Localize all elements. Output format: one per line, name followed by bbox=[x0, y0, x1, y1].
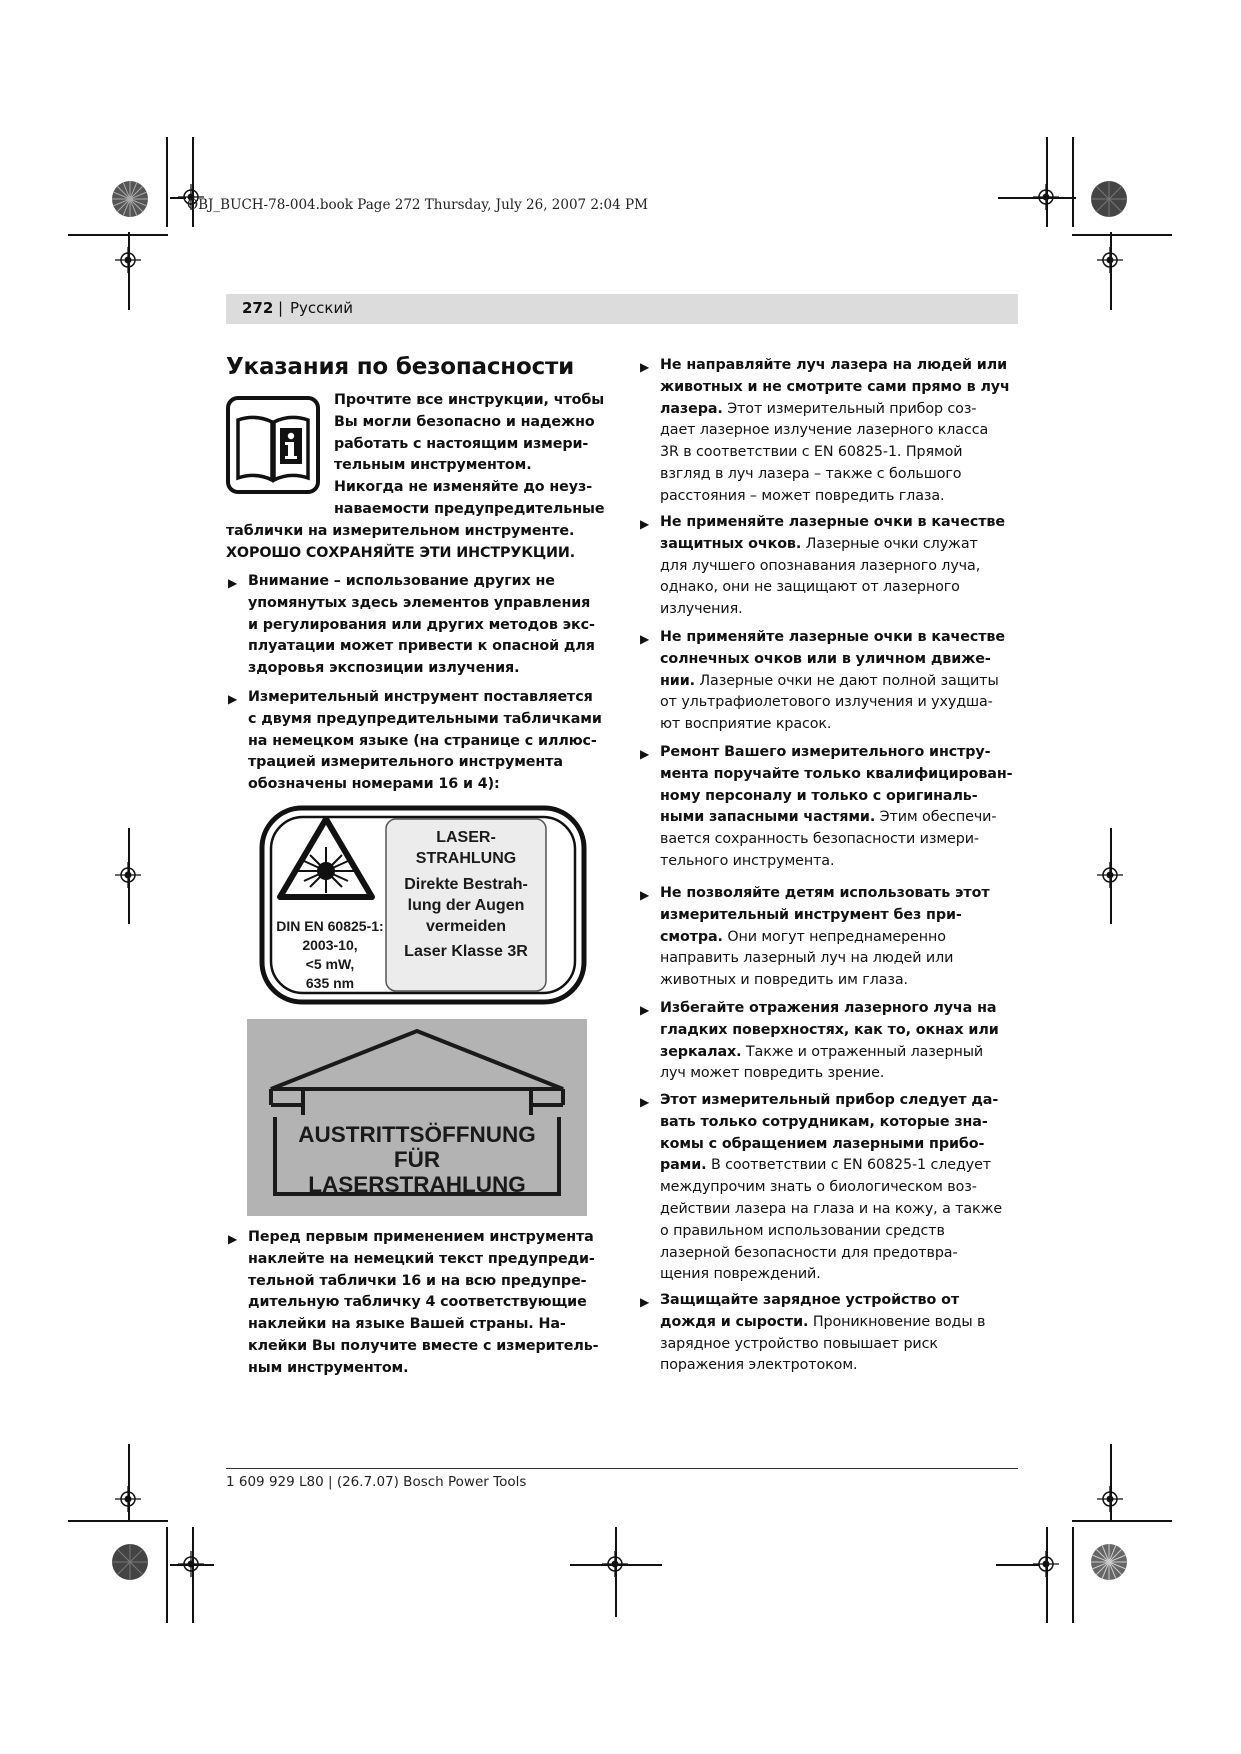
text-line bbox=[660, 599, 1022, 621]
text-line: 2003-10, bbox=[302, 937, 358, 953]
bullet-arrow-icon: ▶ bbox=[640, 360, 650, 374]
text-line bbox=[660, 742, 1022, 764]
text-line: LASER- bbox=[436, 829, 496, 846]
body-text: Этим обеспечи- bbox=[875, 809, 997, 826]
bullet-arrow-icon: ▶ bbox=[640, 1003, 650, 1017]
body-text: зарядное устройство повышает риск bbox=[660, 1335, 938, 1352]
bold-text: ному персоналу и только с оригиналь- bbox=[660, 787, 978, 804]
text-line bbox=[660, 764, 1022, 786]
text-line: <5 mW, bbox=[305, 956, 355, 972]
registration-target-icon bbox=[1097, 862, 1123, 888]
bold-text: солнечных очков или в уличном движе- bbox=[660, 650, 991, 667]
body-text: Этот измерительный прибор соз- bbox=[722, 400, 977, 417]
color-wheel-icon bbox=[111, 1543, 149, 1581]
text-line: здоровья экспозиции излучения. bbox=[248, 660, 520, 677]
text-line: Вы могли безопасно и надежно bbox=[334, 413, 595, 430]
text-line bbox=[660, 1063, 1022, 1085]
text-line: 635 nm bbox=[305, 975, 355, 991]
bold-text: Не применяйте лазерные очки в качестве bbox=[660, 514, 1005, 530]
text-line: плуатации может привести к опасной для bbox=[248, 638, 595, 655]
bold-text: гладких поверхностях, как то, окнах или bbox=[660, 1021, 999, 1038]
text-line: таблички на измерительном инструменте. bbox=[226, 523, 575, 539]
text-line: LASERSTRAHLUNG bbox=[308, 1172, 526, 1197]
text-line bbox=[660, 1312, 1022, 1334]
text-line bbox=[660, 970, 1022, 992]
color-wheel-icon bbox=[111, 180, 149, 218]
laser-radiation-text bbox=[386, 827, 546, 962]
text-line bbox=[660, 948, 1022, 970]
registration-target-icon bbox=[1097, 247, 1123, 273]
crop-line bbox=[615, 1527, 617, 1617]
bullet-arrow-icon: ▶ bbox=[640, 747, 650, 761]
text-line: ХОРОШО СОХРАНЯЙТЕ ЭТИ ИНСТРУКЦИИ. bbox=[226, 544, 576, 561]
text-line: обозначены номерами 16 и 4): bbox=[248, 776, 500, 793]
text-line bbox=[660, 1334, 1022, 1356]
body-text: поражения электротоком. bbox=[660, 1357, 858, 1374]
safety-item bbox=[248, 1227, 610, 1380]
bullet-arrow-icon: ▶ bbox=[228, 1232, 238, 1246]
safety-item bbox=[660, 627, 1022, 736]
registration-target-icon bbox=[115, 862, 141, 888]
body-text: вается сохранность безопасности измери- bbox=[660, 831, 979, 848]
text-line bbox=[660, 577, 1022, 599]
crop-line bbox=[68, 1520, 168, 1522]
bold-text: Не применяйте лазерные очки в качестве bbox=[660, 629, 1005, 645]
bullet-arrow-icon: ▶ bbox=[228, 692, 238, 706]
read-manual-icon bbox=[226, 396, 320, 494]
bold-text: Защищайте зарядное устройство от bbox=[660, 1292, 960, 1308]
safety-item bbox=[660, 355, 1022, 508]
text-line: и регулирования или других методов экс- bbox=[248, 616, 595, 633]
bold-text: Не позволяйте детям использовать этот bbox=[660, 885, 990, 901]
text-line bbox=[660, 534, 1022, 556]
text-line bbox=[660, 905, 1022, 927]
body-text: 3R в соответствии с EN 60825-1. Прямой bbox=[660, 444, 963, 461]
crop-line bbox=[1072, 137, 1074, 227]
body-text: Лазерные очки служат bbox=[801, 535, 978, 552]
text-line: Laser Klasse 3R bbox=[404, 943, 528, 960]
crop-line bbox=[1072, 1527, 1074, 1623]
text-line: DIN EN 60825-1: bbox=[276, 918, 384, 934]
text-line bbox=[660, 627, 1022, 649]
text-line: Прочтите все инструкции, чтобы bbox=[334, 392, 605, 408]
text-line bbox=[660, 1112, 1022, 1134]
safety-item bbox=[660, 742, 1022, 873]
crop-line bbox=[166, 1527, 168, 1623]
text-line: наклейки на языке Вашей страны. На- bbox=[248, 1316, 566, 1333]
text-line bbox=[660, 807, 1022, 829]
body-text: однако, они не защищают от лазерного bbox=[660, 579, 960, 596]
body-text: луч может повредить зрение. bbox=[660, 1065, 885, 1082]
color-wheel-icon bbox=[1090, 180, 1128, 218]
body-text: направить лазерный луч на людей или bbox=[660, 950, 954, 967]
body-text: междупрочим знать о биологическом воз- bbox=[660, 1179, 977, 1196]
text-line bbox=[660, 486, 1022, 508]
running-head bbox=[226, 294, 1018, 324]
body-text: излучения. bbox=[660, 601, 743, 618]
intro-text bbox=[334, 390, 624, 521]
bold-text: ными запасными частями. bbox=[660, 809, 876, 826]
text-line: тельной таблички 16 и на всю предупре- bbox=[248, 1272, 587, 1289]
page-number: 272 bbox=[242, 299, 274, 317]
body-text: Проникновение воды в bbox=[808, 1313, 986, 1330]
text-line bbox=[660, 1290, 1022, 1312]
laser-hazard-icon bbox=[276, 815, 376, 903]
text-line bbox=[660, 714, 1022, 736]
text-line: дительную табличку 4 соответствующие bbox=[248, 1294, 587, 1311]
footer-rule bbox=[226, 1468, 1018, 1469]
bullet-arrow-icon: ▶ bbox=[640, 632, 650, 646]
body-text: действии лазера на глаза и на кожу, а также bbox=[660, 1200, 1003, 1217]
body-text: расстояния – может повредить глаза. bbox=[660, 487, 945, 504]
text-line bbox=[660, 1090, 1022, 1112]
text-line bbox=[660, 1134, 1022, 1156]
bold-text: рами. bbox=[660, 1157, 707, 1174]
body-text: Также и отраженный лазерный bbox=[741, 1043, 984, 1060]
body-text: от ультрафиолетового излучения и ухудша- bbox=[660, 694, 993, 711]
bold-text: защитных очков. bbox=[660, 535, 802, 552]
text-line bbox=[660, 1020, 1022, 1042]
text-line: наваемости предупредительные bbox=[334, 500, 605, 517]
page-title: Указания по безопасности bbox=[226, 354, 575, 380]
registration-target-icon bbox=[115, 247, 141, 273]
bold-text: Этот измерительный прибор следует да- bbox=[660, 1092, 999, 1108]
body-text: Они могут непреднамеренно bbox=[722, 928, 946, 945]
text-line bbox=[660, 399, 1022, 421]
body-text: В соответствии с EN 60825-1 следует bbox=[706, 1157, 992, 1174]
text-line bbox=[660, 1355, 1022, 1377]
text-line bbox=[660, 1243, 1022, 1265]
body-text: щения повреждений. bbox=[660, 1266, 821, 1283]
bullet-arrow-icon: ▶ bbox=[640, 1095, 650, 1109]
text-line bbox=[660, 851, 1022, 873]
bold-text: дождя и сырости. bbox=[660, 1313, 809, 1330]
text-line bbox=[660, 1177, 1022, 1199]
crop-line bbox=[1046, 137, 1048, 227]
text-line bbox=[660, 692, 1022, 714]
bold-text: Ремонт Вашего измерительного инстру- bbox=[660, 744, 991, 760]
body-text: взгляд в луч лазера – также с большого bbox=[660, 465, 962, 482]
laser-warning-label bbox=[259, 805, 587, 1005]
text-line: клейки Вы получите вместе с измеритель- bbox=[248, 1337, 599, 1354]
text-line bbox=[660, 442, 1022, 464]
safety-item bbox=[660, 883, 1022, 992]
safety-item bbox=[248, 571, 610, 680]
crop-line bbox=[192, 137, 194, 227]
bold-text: мента поручайте только квалифицирован- bbox=[660, 765, 1013, 782]
bold-text: Не направляйте луч лазера на людей или bbox=[660, 357, 1007, 373]
din-standard-text bbox=[269, 917, 391, 993]
text-line: STRAHLUNG bbox=[415, 850, 517, 867]
safety-item bbox=[660, 1290, 1022, 1377]
laser-exit-label bbox=[247, 1019, 587, 1216]
registration-target-icon bbox=[1033, 184, 1059, 210]
footer-text: 1 609 929 L80 | (26.7.07) Bosch Power Tools bbox=[226, 1474, 527, 1490]
text-line bbox=[660, 829, 1022, 851]
text-line bbox=[660, 1199, 1022, 1221]
body-text: ют восприятие красок. bbox=[660, 716, 832, 733]
text-line bbox=[660, 927, 1022, 949]
text-line bbox=[660, 998, 1022, 1020]
text-line bbox=[660, 883, 1022, 905]
text-line bbox=[660, 786, 1022, 808]
text-line bbox=[660, 649, 1022, 671]
text-line: упомянутых здесь элементов управления bbox=[248, 594, 591, 611]
bullet-arrow-icon: ▶ bbox=[228, 576, 238, 590]
bold-text: комы с обращением лазерными прибо- bbox=[660, 1135, 985, 1152]
bullet-arrow-icon: ▶ bbox=[640, 888, 650, 902]
bold-text: смотра. bbox=[660, 928, 723, 945]
bold-text: зеркалах. bbox=[660, 1043, 742, 1060]
body-text: о правильном использовании средств bbox=[660, 1222, 945, 1239]
bold-text: нии. bbox=[660, 672, 695, 689]
color-wheel-icon bbox=[1090, 1543, 1128, 1581]
intro-text-full bbox=[226, 521, 626, 565]
bold-text: лазера. bbox=[660, 400, 723, 417]
text-line: на немецком языке (на странице с иллюс- bbox=[248, 732, 597, 749]
bullet-arrow-icon: ▶ bbox=[640, 517, 650, 531]
registration-target-icon bbox=[1097, 1486, 1123, 1512]
text-line: работать с настоящим измери- bbox=[334, 435, 589, 452]
print-header: OBJ_BUCH-78-004.book Page 272 Thursday, July 26, 2007 2:04 PM bbox=[187, 197, 648, 213]
text-line: с двумя предупредительными табличками bbox=[248, 710, 602, 727]
text-line: Перед первым применением инструмента bbox=[248, 1229, 594, 1245]
crop-line bbox=[170, 1564, 214, 1566]
text-line bbox=[660, 355, 1022, 377]
text-line: FÜR bbox=[393, 1147, 441, 1172]
crop-line bbox=[996, 1564, 1040, 1566]
text-line bbox=[660, 556, 1022, 578]
text-line bbox=[660, 1155, 1022, 1177]
body-text: дает лазерное излучение лазерного класса bbox=[660, 422, 989, 439]
text-line: наклейте на немецкий текст предупреди- bbox=[248, 1250, 595, 1267]
safety-item bbox=[248, 687, 610, 796]
crop-line bbox=[166, 137, 168, 227]
registration-target-icon bbox=[115, 1486, 141, 1512]
text-line bbox=[660, 512, 1022, 534]
text-line: AUSTRITTSÖFFNUNG bbox=[298, 1122, 536, 1147]
language-label: Русский bbox=[290, 299, 353, 317]
text-line bbox=[660, 1264, 1022, 1286]
crop-line bbox=[1072, 1520, 1172, 1522]
body-text: Лазерные очки не дают полной защиты bbox=[694, 672, 999, 689]
text-line: ным инструментом. bbox=[248, 1359, 409, 1376]
text-line: vermeiden bbox=[425, 918, 507, 935]
bold-text: вать только сотрудникам, которые зна- bbox=[660, 1113, 988, 1130]
body-text: лазерной безопасности для предотвра- bbox=[660, 1244, 958, 1261]
body-text: животных и повредить им глаза. bbox=[660, 972, 908, 989]
crop-line bbox=[1072, 234, 1172, 236]
text-line: lung der Augen bbox=[407, 897, 525, 914]
separator: | bbox=[278, 299, 284, 317]
text-line bbox=[660, 1042, 1022, 1064]
bold-text: Избегайте отражения лазерного луча на bbox=[660, 1000, 997, 1016]
text-line: Direkte Bestrah- bbox=[404, 876, 528, 893]
text-line: тельным инструментом. bbox=[334, 457, 532, 474]
bullet-arrow-icon: ▶ bbox=[640, 1295, 650, 1309]
bold-text: измерительный инструмент без при- bbox=[660, 906, 962, 923]
text-line bbox=[660, 420, 1022, 442]
text-line bbox=[660, 1221, 1022, 1243]
safety-item bbox=[660, 1090, 1022, 1286]
safety-item bbox=[660, 512, 1022, 621]
text-line: трацией измерительного инструмента bbox=[248, 754, 563, 771]
body-text: для лучшего опознавания лазерного луча, bbox=[660, 557, 981, 574]
text-line bbox=[660, 464, 1022, 486]
body-text: тельного инструмента. bbox=[660, 852, 835, 869]
text-line: Никогда не изменяйте до неуз- bbox=[334, 479, 593, 496]
text-line: Внимание – использование других не bbox=[248, 573, 555, 589]
crop-line bbox=[68, 234, 168, 236]
text-line bbox=[660, 671, 1022, 693]
safety-item bbox=[660, 998, 1022, 1085]
text-line: Измерительный инструмент поставляется bbox=[248, 689, 593, 705]
bold-text: животных и не смотрите сами прямо в луч bbox=[660, 378, 1010, 395]
text-line bbox=[660, 377, 1022, 399]
